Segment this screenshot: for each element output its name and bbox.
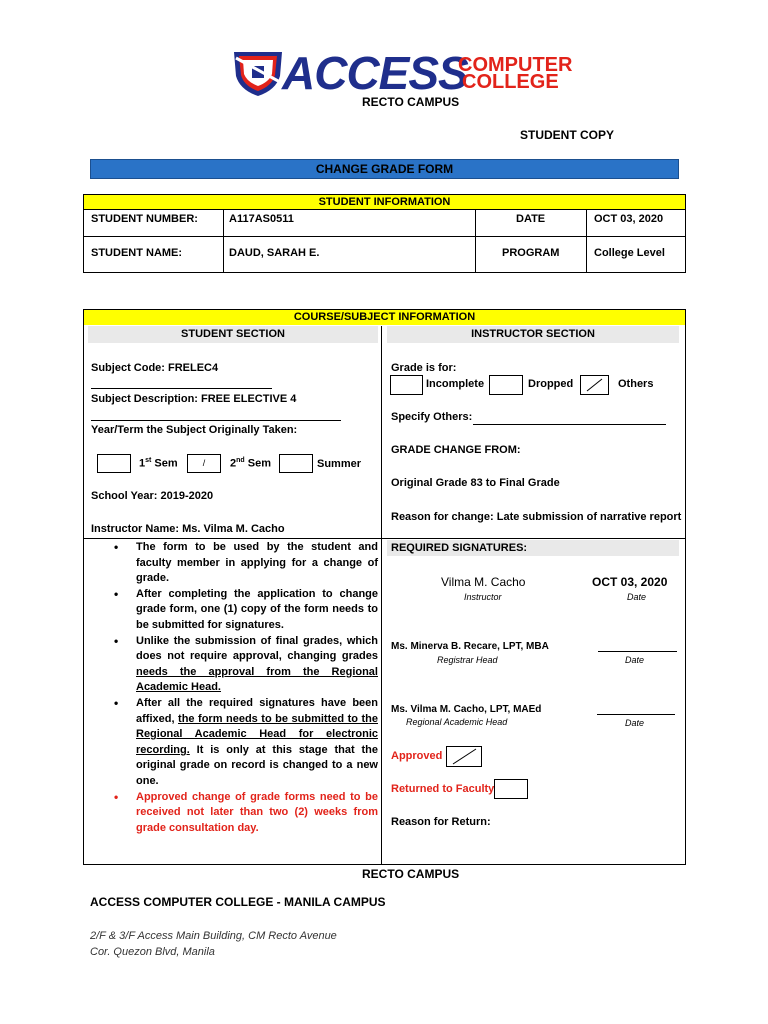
student-info-heading: STUDENT INFORMATION xyxy=(84,195,685,210)
form-title-bar xyxy=(90,159,679,179)
note-item: • The form to be used by the student and faculty member in applying for a change of grade. xyxy=(90,540,378,587)
required-signatures-heading: REQUIRED SIGNATURES: xyxy=(387,540,679,556)
student-section-heading: STUDENT SECTION xyxy=(88,326,378,343)
returned-checkbox[interactable] xyxy=(494,779,528,799)
incomplete-label: Incomplete xyxy=(426,378,485,390)
first-sem-label: 1st Sem xyxy=(139,457,178,470)
campus-heading: RECTO CAMPUS xyxy=(362,95,460,109)
footer-address-line1: 2/F & 3/F Access Main Building, CM Recto Avenue xyxy=(90,930,337,942)
rah-date-line[interactable] xyxy=(597,714,675,715)
incomplete-checkbox[interactable] xyxy=(390,375,423,395)
rah-date-label: Date xyxy=(625,718,645,728)
student-name-value: DAUD, SARAH E. xyxy=(229,247,320,259)
first-sem-checkbox[interactable] xyxy=(97,454,131,473)
logo-line-college: COLLEGE xyxy=(462,71,559,93)
second-sem-mark: / xyxy=(202,458,206,468)
second-sem-label: 2nd Sem xyxy=(230,457,271,470)
footer-college: ACCESS COMPUTER COLLEGE - MANILA CAMPUS xyxy=(90,895,386,909)
registrar-role: Registrar Head xyxy=(437,655,498,665)
others-check-mark xyxy=(581,376,608,394)
rah-role: Regional Academic Head xyxy=(406,717,508,727)
specify-others-label: Specify Others: xyxy=(391,411,473,423)
student-number-label: STUDENT NUMBER: xyxy=(91,213,198,225)
registrar-name: Ms. Minerva B. Recare, LPT, MBA xyxy=(391,641,549,652)
note-item: • Unlike the submission of final grades, which does not require approval, changing grades needs the approval from the Regional Academic Head. xyxy=(90,634,378,696)
instructor-date-label: Date xyxy=(627,592,647,602)
subject-code: Subject Code: FRELEC4 xyxy=(91,362,219,374)
specify-others-line[interactable] xyxy=(473,424,666,425)
dropped-label: Dropped xyxy=(528,378,574,390)
course-info-table xyxy=(83,309,686,865)
note-item-warning: • Approved change of grade forms need to be received not later than two (2) weeks from grade consultation day. xyxy=(90,790,378,837)
shield-crest-icon xyxy=(230,48,286,98)
student-info-table xyxy=(83,194,686,273)
logo-wordmark: ACCESS xyxy=(282,47,468,99)
program-value: College Level xyxy=(594,247,665,259)
returned-label: Returned to Faculty xyxy=(391,783,495,795)
second-sem-checkbox[interactable] xyxy=(187,454,221,473)
student-number-value: A117AS0511 xyxy=(229,213,294,225)
form-title: CHANGE GRADE FORM xyxy=(315,162,454,176)
student-name-label: STUDENT NAME: xyxy=(91,247,183,259)
grade-for-label: Grade is for: xyxy=(391,362,457,374)
original-grade: Original Grade 83 to Final Grade xyxy=(391,477,560,489)
footer-address-line2: Cor. Quezon Blvd, Manila xyxy=(90,946,215,958)
others-label: Others xyxy=(618,378,654,390)
instructor-sign-date: OCT 03, 2020 xyxy=(592,575,668,589)
registrar-date-line[interactable] xyxy=(598,651,677,652)
registrar-date-label: Date xyxy=(625,655,645,665)
subject-description: Subject Description: FREE ELECTIVE 4 xyxy=(91,393,297,405)
instructor-name-line: Instructor Name: Ms. Vilma M. Cacho xyxy=(91,523,285,535)
summer-checkbox[interactable] xyxy=(279,454,313,473)
grade-change-from: GRADE CHANGE FROM: xyxy=(391,444,521,456)
course-info-heading: COURSE/SUBJECT INFORMATION xyxy=(84,310,685,325)
college-logo xyxy=(230,46,575,98)
footer-campus: RECTO CAMPUS xyxy=(362,867,460,881)
school-year: School Year: 2019-2020 xyxy=(91,490,214,502)
approved-label: Approved xyxy=(391,750,443,762)
term-label: Year/Term the Subject Originally Taken: xyxy=(91,424,298,436)
instructor-signature-name: Vilma M. Cacho xyxy=(441,575,526,589)
reason-for-return: Reason for Return: xyxy=(391,816,491,828)
logo-line-computer: COMPUTER xyxy=(458,54,573,76)
copy-label: STUDENT COPY xyxy=(520,128,615,142)
date-value: OCT 03, 2020 xyxy=(594,213,664,225)
instructions-list xyxy=(90,540,378,836)
dropped-checkbox[interactable] xyxy=(489,375,523,395)
approved-check-mark xyxy=(447,747,481,766)
note-item: • After all the required signatures have been affixed, the form needs to be submitted to the Regional Academic Head for electronic recording. It is only at this stage that the original grade on record is changed to a new one. xyxy=(90,696,378,790)
instructor-section-heading: INSTRUCTOR SECTION xyxy=(387,326,679,343)
others-checkbox[interactable] xyxy=(580,375,609,395)
instructor-role: Instructor xyxy=(464,592,502,602)
reason-for-change: Reason for change: Late submission of narrative report xyxy=(391,511,682,523)
approved-checkbox[interactable] xyxy=(446,746,482,767)
rah-name: Ms. Vilma M. Cacho, LPT, MAEd xyxy=(391,704,542,715)
summer-label: Summer xyxy=(317,458,362,470)
date-label: DATE xyxy=(516,213,546,225)
program-label: PROGRAM xyxy=(502,247,560,259)
note-item: • After completing the application to change grade form, one (1) copy of the form needs to be submitted for signatures. xyxy=(90,587,378,634)
